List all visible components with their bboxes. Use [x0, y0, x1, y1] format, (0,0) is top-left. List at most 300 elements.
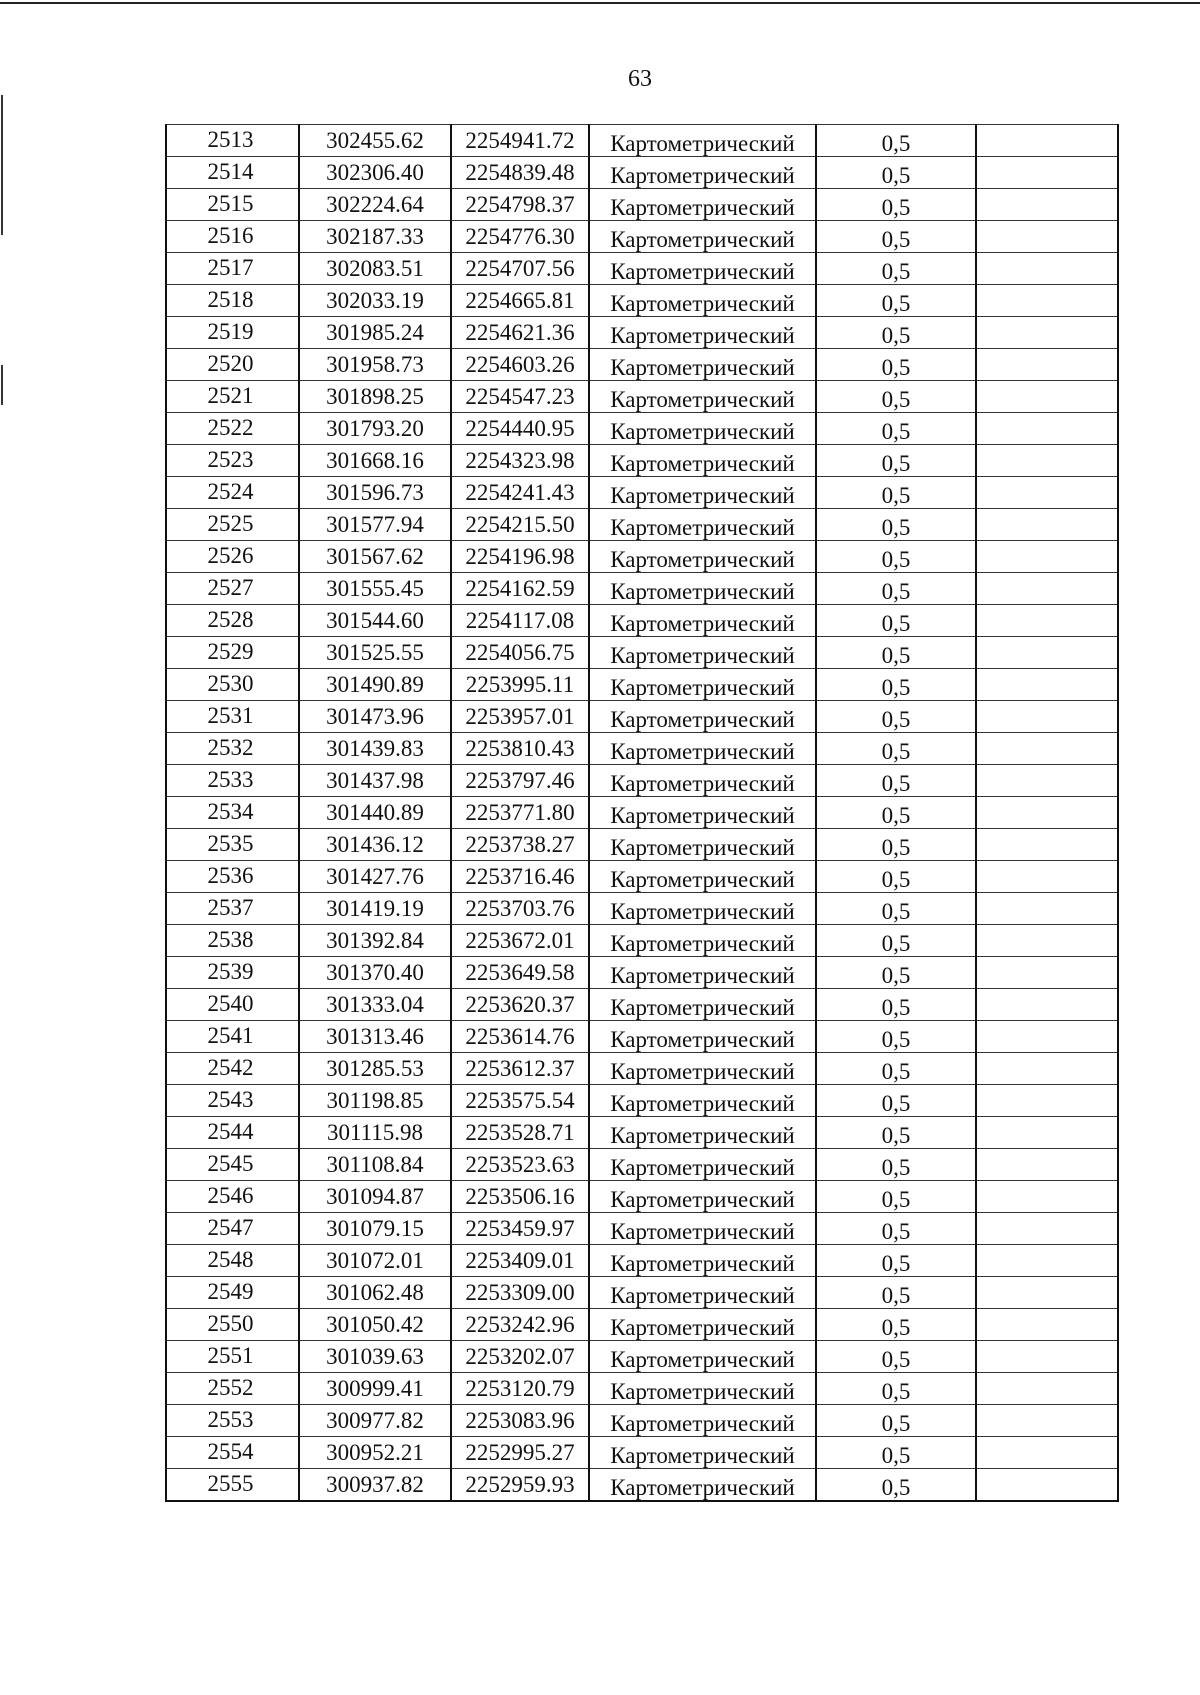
method-cell	[589, 797, 816, 829]
x-coordinate-cell	[299, 1117, 451, 1149]
table-row	[166, 157, 1118, 189]
precision-cell	[816, 797, 976, 829]
table-row	[166, 477, 1118, 509]
precision-cell-text: 0,5	[881, 515, 911, 540]
method-cell-text: Картометрический	[610, 995, 795, 1020]
x-coordinate-cell-text: 301108.84	[326, 1152, 424, 1177]
point-number-cell-text: 2521	[207, 383, 254, 408]
precision-cell	[816, 253, 976, 285]
table-row	[166, 1437, 1118, 1469]
y-coordinate-cell	[451, 1437, 589, 1469]
y-coordinate-cell-text: 2254547.23	[465, 384, 575, 409]
y-coordinate-cell	[451, 189, 589, 221]
empty-cell	[976, 189, 1118, 221]
scan-edge-line	[0, 2, 1200, 4]
method-cell-text: Картометрический	[610, 515, 795, 540]
precision-cell-text: 0,5	[881, 483, 911, 508]
precision-cell	[816, 381, 976, 413]
empty-cell	[976, 253, 1118, 285]
x-coordinate-cell-text: 301437.98	[326, 768, 424, 793]
point-number-cell-text: 2526	[207, 543, 254, 568]
y-coordinate-cell	[451, 1405, 589, 1437]
point-number-cell	[166, 1309, 299, 1341]
x-coordinate-cell	[299, 541, 451, 573]
table-row	[166, 573, 1118, 605]
x-coordinate-cell-text: 301039.63	[326, 1344, 424, 1369]
point-number-cell	[166, 1245, 299, 1277]
x-coordinate-cell	[299, 1213, 451, 1245]
y-coordinate-cell	[451, 317, 589, 349]
precision-cell	[816, 637, 976, 669]
precision-cell	[816, 477, 976, 509]
x-coordinate-cell	[299, 733, 451, 765]
table-row	[166, 445, 1118, 477]
point-number-cell	[166, 1181, 299, 1213]
y-coordinate-cell	[451, 157, 589, 189]
point-number-cell	[166, 477, 299, 509]
x-coordinate-cell-text: 301072.01	[326, 1248, 424, 1273]
method-cell	[589, 125, 816, 157]
table-row	[166, 221, 1118, 253]
method-cell	[589, 1277, 816, 1309]
x-coordinate-cell-text: 301958.73	[326, 352, 424, 377]
point-number-cell	[166, 765, 299, 797]
precision-cell-text: 0,5	[881, 643, 911, 668]
method-cell	[589, 1309, 816, 1341]
empty-cell	[976, 733, 1118, 765]
method-cell	[589, 1245, 816, 1277]
precision-cell	[816, 605, 976, 637]
y-coordinate-cell-text: 2253716.46	[465, 864, 575, 889]
x-coordinate-cell-text: 301577.94	[326, 512, 424, 537]
method-cell	[589, 189, 816, 221]
precision-cell-text: 0,5	[881, 1315, 911, 1340]
method-cell-text: Картометрический	[610, 131, 795, 156]
point-number-cell-text: 2542	[207, 1055, 254, 1080]
empty-cell	[976, 541, 1118, 573]
empty-cell	[976, 861, 1118, 893]
method-cell-text: Картометрический	[610, 355, 795, 380]
y-coordinate-cell-text: 2254707.56	[465, 256, 575, 281]
point-number-cell	[166, 1277, 299, 1309]
method-cell	[589, 541, 816, 573]
method-cell	[589, 893, 816, 925]
point-number-cell	[166, 445, 299, 477]
point-number-cell	[166, 829, 299, 861]
x-coordinate-cell-text: 302455.62	[326, 128, 424, 153]
precision-cell	[816, 861, 976, 893]
x-coordinate-cell-text: 301567.62	[326, 544, 424, 569]
method-cell	[589, 349, 816, 381]
precision-cell	[816, 317, 976, 349]
x-coordinate-cell	[299, 253, 451, 285]
method-cell-text: Картометрический	[610, 1091, 795, 1116]
empty-cell	[976, 317, 1118, 349]
x-coordinate-cell-text: 301490.89	[326, 672, 424, 697]
x-coordinate-cell	[299, 509, 451, 541]
method-cell-text: Картометрический	[610, 707, 795, 732]
precision-cell	[816, 1245, 976, 1277]
point-number-cell-text: 2530	[207, 671, 254, 696]
precision-cell	[816, 733, 976, 765]
y-coordinate-cell-text: 2253620.37	[465, 992, 575, 1017]
method-cell	[589, 701, 816, 733]
precision-cell	[816, 1149, 976, 1181]
empty-cell	[976, 221, 1118, 253]
point-number-cell-text: 2555	[207, 1471, 254, 1496]
x-coordinate-cell	[299, 349, 451, 381]
precision-cell	[816, 893, 976, 925]
table-row	[166, 1149, 1118, 1181]
precision-cell-text: 0,5	[881, 611, 911, 636]
x-coordinate-cell	[299, 317, 451, 349]
y-coordinate-cell-text: 2253409.01	[465, 1248, 575, 1273]
precision-cell	[816, 1181, 976, 1213]
y-coordinate-cell	[451, 637, 589, 669]
table-row	[166, 541, 1118, 573]
y-coordinate-cell	[451, 285, 589, 317]
x-coordinate-cell	[299, 1469, 451, 1502]
point-number-cell-text: 2536	[207, 863, 254, 888]
y-coordinate-cell-text: 2253614.76	[465, 1024, 575, 1049]
y-coordinate-cell	[451, 829, 589, 861]
x-coordinate-cell-text: 301436.12	[326, 832, 424, 857]
x-coordinate-cell-text: 301793.20	[326, 416, 424, 441]
precision-cell-text: 0,5	[881, 355, 911, 380]
precision-cell	[816, 445, 976, 477]
y-coordinate-cell-text: 2253738.27	[465, 832, 575, 857]
empty-cell	[976, 1085, 1118, 1117]
x-coordinate-cell-text: 301419.19	[326, 896, 424, 921]
method-cell-text: Картометрический	[610, 1315, 795, 1340]
y-coordinate-cell	[451, 1277, 589, 1309]
point-number-cell-text: 2537	[207, 895, 254, 920]
y-coordinate-cell	[451, 541, 589, 573]
x-coordinate-cell	[299, 829, 451, 861]
method-cell	[589, 253, 816, 285]
empty-cell	[976, 829, 1118, 861]
method-cell	[589, 733, 816, 765]
y-coordinate-cell	[451, 221, 589, 253]
method-cell	[589, 1437, 816, 1469]
y-coordinate-cell	[451, 605, 589, 637]
method-cell-text: Картометрический	[610, 739, 795, 764]
method-cell	[589, 957, 816, 989]
point-number-cell	[166, 157, 299, 189]
precision-cell-text: 0,5	[881, 1187, 911, 1212]
point-number-cell-text: 2523	[207, 447, 254, 472]
x-coordinate-cell-text: 300999.41	[326, 1376, 424, 1401]
point-number-cell-text: 2539	[207, 959, 254, 984]
method-cell	[589, 1213, 816, 1245]
y-coordinate-cell-text: 2253309.00	[465, 1280, 575, 1305]
precision-cell	[816, 1341, 976, 1373]
method-cell-text: Картометрический	[610, 1443, 795, 1468]
precision-cell	[816, 829, 976, 861]
y-coordinate-cell	[451, 445, 589, 477]
point-number-cell-text: 2538	[207, 927, 254, 952]
point-number-cell-text: 2534	[207, 799, 254, 824]
y-coordinate-cell-text: 2254839.48	[465, 160, 575, 185]
precision-cell-text: 0,5	[881, 1347, 911, 1372]
method-cell-text: Картометрический	[610, 579, 795, 604]
x-coordinate-cell	[299, 1373, 451, 1405]
table-row	[166, 829, 1118, 861]
table-row	[166, 1469, 1118, 1502]
point-number-cell	[166, 925, 299, 957]
precision-cell-text: 0,5	[881, 579, 911, 604]
y-coordinate-cell	[451, 797, 589, 829]
point-number-cell	[166, 541, 299, 573]
empty-cell	[976, 445, 1118, 477]
table-row	[166, 189, 1118, 221]
y-coordinate-cell-text: 2253575.54	[465, 1088, 575, 1113]
empty-cell	[976, 701, 1118, 733]
y-coordinate-cell-text: 2253771.80	[465, 800, 575, 825]
method-cell-text: Картометрический	[610, 227, 795, 252]
method-cell	[589, 669, 816, 701]
x-coordinate-cell-text: 300977.82	[326, 1408, 424, 1433]
method-cell-text: Картометрический	[610, 963, 795, 988]
empty-cell	[976, 669, 1118, 701]
precision-cell	[816, 285, 976, 317]
table-row	[166, 861, 1118, 893]
precision-cell	[816, 1117, 976, 1149]
method-cell	[589, 925, 816, 957]
empty-cell	[976, 637, 1118, 669]
method-cell	[589, 1149, 816, 1181]
point-number-cell-text: 2514	[207, 159, 254, 184]
x-coordinate-cell-text: 301596.73	[326, 480, 424, 505]
table-row	[166, 349, 1118, 381]
y-coordinate-cell	[451, 1213, 589, 1245]
y-coordinate-cell-text: 2253459.97	[465, 1216, 575, 1241]
x-coordinate-cell	[299, 1245, 451, 1277]
y-coordinate-cell-text: 2254440.95	[465, 416, 575, 441]
table-row	[166, 285, 1118, 317]
y-coordinate-cell	[451, 989, 589, 1021]
precision-cell	[816, 573, 976, 605]
precision-cell-text: 0,5	[881, 1443, 911, 1468]
precision-cell-text: 0,5	[881, 803, 911, 828]
y-coordinate-cell	[451, 253, 589, 285]
table-row	[166, 1245, 1118, 1277]
method-cell	[589, 829, 816, 861]
precision-cell	[816, 349, 976, 381]
point-number-cell-text: 2553	[207, 1407, 254, 1432]
y-coordinate-cell-text: 2254056.75	[465, 640, 575, 665]
precision-cell	[816, 957, 976, 989]
method-cell	[589, 765, 816, 797]
x-coordinate-cell-text: 302224.64	[326, 192, 424, 217]
y-coordinate-cell	[451, 957, 589, 989]
point-number-cell	[166, 957, 299, 989]
y-coordinate-cell	[451, 381, 589, 413]
point-number-cell	[166, 125, 299, 157]
x-coordinate-cell-text: 301062.48	[326, 1280, 424, 1305]
x-coordinate-cell	[299, 701, 451, 733]
y-coordinate-cell-text: 2254621.36	[465, 320, 575, 345]
method-cell	[589, 1053, 816, 1085]
empty-cell	[976, 765, 1118, 797]
point-number-cell	[166, 1469, 299, 1502]
point-number-cell-text: 2541	[207, 1023, 254, 1048]
method-cell-text: Картометрический	[610, 1411, 795, 1436]
precision-cell-text: 0,5	[881, 1475, 911, 1500]
table-row	[166, 893, 1118, 925]
table-row	[166, 1341, 1118, 1373]
method-cell-text: Картометрический	[610, 1379, 795, 1404]
method-cell-text: Картометрический	[610, 1059, 795, 1084]
point-number-cell	[166, 349, 299, 381]
method-cell-text: Картометрический	[610, 483, 795, 508]
precision-cell-text: 0,5	[881, 1251, 911, 1276]
method-cell-text: Картометрический	[610, 259, 795, 284]
x-coordinate-cell-text: 301050.42	[326, 1312, 424, 1337]
point-number-cell	[166, 1053, 299, 1085]
x-coordinate-cell-text: 301427.76	[326, 864, 424, 889]
x-coordinate-cell	[299, 1277, 451, 1309]
point-number-cell-text: 2549	[207, 1279, 254, 1304]
precision-cell	[816, 1053, 976, 1085]
x-coordinate-cell-text: 301079.15	[326, 1216, 424, 1241]
y-coordinate-cell-text: 2253703.76	[465, 896, 575, 921]
x-coordinate-cell	[299, 125, 451, 157]
method-cell	[589, 157, 816, 189]
method-cell-text: Картометрический	[610, 675, 795, 700]
precision-cell	[816, 765, 976, 797]
precision-cell	[816, 509, 976, 541]
x-coordinate-cell	[299, 637, 451, 669]
method-cell	[589, 1117, 816, 1149]
empty-cell	[976, 573, 1118, 605]
point-number-cell	[166, 1405, 299, 1437]
table-row	[166, 701, 1118, 733]
precision-cell-text: 0,5	[881, 707, 911, 732]
point-number-cell-text: 2519	[207, 319, 254, 344]
method-cell	[589, 637, 816, 669]
y-coordinate-cell-text: 2254196.98	[465, 544, 575, 569]
x-coordinate-cell-text: 301313.46	[326, 1024, 424, 1049]
point-number-cell	[166, 1373, 299, 1405]
method-cell-text: Картометрический	[610, 1475, 795, 1500]
precision-cell-text: 0,5	[881, 259, 911, 284]
empty-cell	[976, 349, 1118, 381]
precision-cell-text: 0,5	[881, 675, 911, 700]
y-coordinate-cell	[451, 573, 589, 605]
x-coordinate-cell-text: 301370.40	[326, 960, 424, 985]
empty-cell	[976, 1437, 1118, 1469]
point-number-cell	[166, 701, 299, 733]
x-coordinate-cell-text: 301440.89	[326, 800, 424, 825]
precision-cell	[816, 413, 976, 445]
y-coordinate-cell	[451, 1181, 589, 1213]
y-coordinate-cell	[451, 1149, 589, 1181]
y-coordinate-cell	[451, 1117, 589, 1149]
precision-cell-text: 0,5	[881, 835, 911, 860]
y-coordinate-cell-text: 2252959.93	[465, 1472, 575, 1497]
x-coordinate-cell-text: 301544.60	[326, 608, 424, 633]
point-number-cell	[166, 989, 299, 1021]
point-number-cell-text: 2531	[207, 703, 254, 728]
y-coordinate-cell-text: 2253083.96	[465, 1408, 575, 1433]
precision-cell-text: 0,5	[881, 419, 911, 444]
precision-cell-text: 0,5	[881, 387, 911, 412]
precision-cell-text: 0,5	[881, 1027, 911, 1052]
precision-cell	[816, 221, 976, 253]
empty-cell	[976, 989, 1118, 1021]
table-row	[166, 765, 1118, 797]
precision-cell-text: 0,5	[881, 1059, 911, 1084]
method-cell-text: Картометрический	[610, 803, 795, 828]
coordinates-table	[165, 124, 1119, 1502]
page-number: 63	[628, 66, 652, 92]
point-number-cell-text: 2533	[207, 767, 254, 792]
method-cell-text: Картометрический	[610, 1155, 795, 1180]
x-coordinate-cell	[299, 221, 451, 253]
precision-cell-text: 0,5	[881, 1123, 911, 1148]
y-coordinate-cell	[451, 125, 589, 157]
y-coordinate-cell	[451, 765, 589, 797]
point-number-cell-text: 2545	[207, 1151, 254, 1176]
x-coordinate-cell	[299, 1085, 451, 1117]
point-number-cell	[166, 1085, 299, 1117]
y-coordinate-cell-text: 2254215.50	[465, 512, 575, 537]
table-row	[166, 253, 1118, 285]
method-cell	[589, 413, 816, 445]
method-cell-text: Картометрический	[610, 1347, 795, 1372]
x-coordinate-cell-text: 300937.82	[326, 1472, 424, 1497]
table-row	[166, 1309, 1118, 1341]
y-coordinate-cell-text: 2253810.43	[465, 736, 575, 761]
precision-cell	[816, 1277, 976, 1309]
x-coordinate-cell	[299, 381, 451, 413]
point-number-cell	[166, 797, 299, 829]
point-number-cell-text: 2517	[207, 255, 254, 280]
y-coordinate-cell	[451, 893, 589, 925]
table-row	[166, 733, 1118, 765]
x-coordinate-cell	[299, 1149, 451, 1181]
empty-cell	[976, 1245, 1118, 1277]
method-cell-text: Картометрический	[610, 387, 795, 412]
method-cell-text: Картометрический	[610, 195, 795, 220]
y-coordinate-cell-text: 2253202.07	[465, 1344, 575, 1369]
point-number-cell	[166, 669, 299, 701]
point-number-cell-text: 2516	[207, 223, 254, 248]
y-coordinate-cell-text: 2254798.37	[465, 192, 575, 217]
point-number-cell	[166, 861, 299, 893]
y-coordinate-cell-text: 2253672.01	[465, 928, 575, 953]
table-row	[166, 1085, 1118, 1117]
table-row	[166, 1181, 1118, 1213]
table-row	[166, 925, 1118, 957]
method-cell	[589, 1181, 816, 1213]
x-coordinate-cell-text: 301333.04	[326, 992, 424, 1017]
empty-cell	[976, 157, 1118, 189]
precision-cell-text: 0,5	[881, 291, 911, 316]
precision-cell-text: 0,5	[881, 739, 911, 764]
x-coordinate-cell-text: 301439.83	[326, 736, 424, 761]
precision-cell-text: 0,5	[881, 227, 911, 252]
x-coordinate-cell-text: 302083.51	[326, 256, 424, 281]
method-cell-text: Картометрический	[610, 1251, 795, 1276]
precision-cell	[816, 1469, 976, 1502]
x-coordinate-cell	[299, 989, 451, 1021]
table-row	[166, 797, 1118, 829]
point-number-cell	[166, 509, 299, 541]
x-coordinate-cell-text: 301094.87	[326, 1184, 424, 1209]
y-coordinate-cell	[451, 925, 589, 957]
